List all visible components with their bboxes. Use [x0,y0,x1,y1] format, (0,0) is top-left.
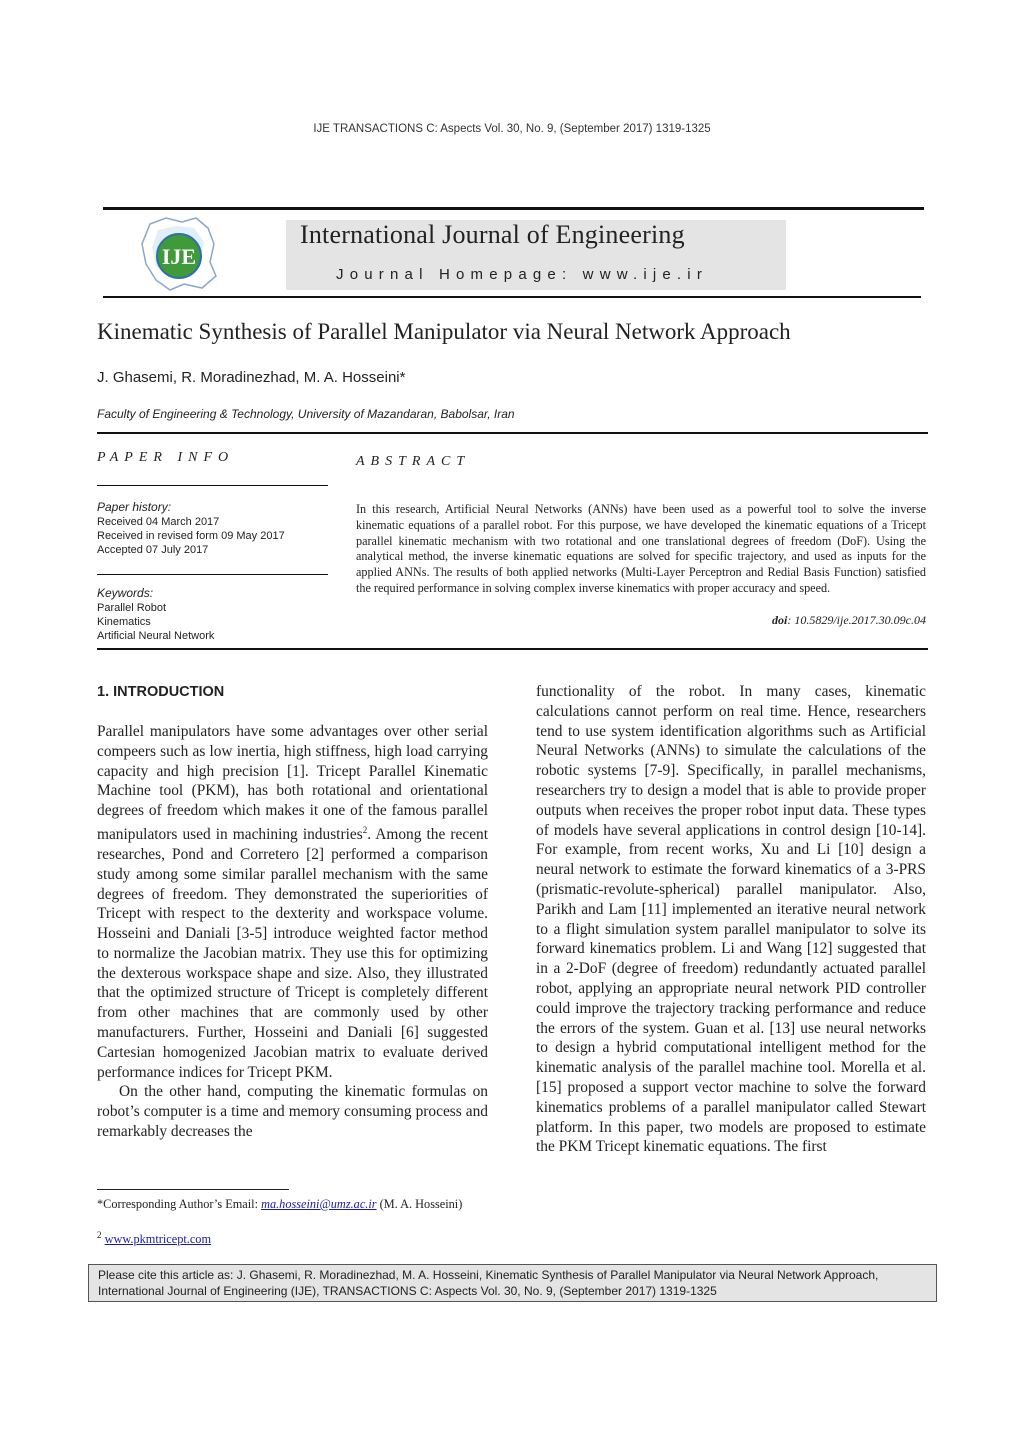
citation-text: Please cite this article as: J. Ghasemi, R. Moradinezhad, M. A. Hosseini, Kinematic Synthesis of Parallel Manipulator via Neural Network Approach, International Journal of Engineering (IJE), TRANSACTIONS C: Aspects Vol. 30, No. 9, (September 2017) 1319-1325 [98,1268,879,1298]
keyword-item: Artificial Neural Network [97,630,215,642]
abstract-text: In this research, Artificial Neural Networks (ANNs) have been used as a powerful tool to solve the inverse kinematic equations of a parallel robot. For this purpose, we have developed the kinematic equations of a Tricept parallel kinematic mechanism with two rotational and one translational degrees of freedom (DoF). Using the analytical method, the inverse kinematic equations are solved for specific trajectory, and used as inputs for the applied ANNs. The results of both applied networks (Multi-Layer Perceptron and Redial Basis Function) satisfied the required performance in solving complex inverse kinematics with proper accuracy and speed. [356,502,926,595]
header-top-rule [103,207,924,210]
doi-label: doi [772,613,788,627]
intro-paragraph-3: functionality of the robot. In many cases, kinematic calculations cannot perform on real time. Hence, researchers tend to use system identification algorithms such as Artificial Neural Networks (ANNs) to simulate the calculations of the robotic systems [7-9]. Specifically, in parallel mechanisms, researchers try to design a model that is able to provide proper outputs when receives the proper robot input data. These types of models have several applications in control design [10-14]. For example, from recent works, Xu and Li [10] design a neural network to estimate the forward kinematics of a 3-PRS (prismatic-revolute-spherical) parallel manipulator. Also, Parikh and Lam [11] implemented an iterative neural network to a flight simulation system parallel manipulator to solve its forward kinematics problem. Li and Wang [12] suggested that in a 2-DoF (degree of freedom) redundantly actuated parallel robot, applying an appropriate neural network PID controller could improve the trajectory tracking performance and reduce the errors of the system. Guan et al. [13] use neural networks to design a hybrid computational intelligent method for the kinematic analysis of the parallel machine tool. Morella et al. [15] proposed a support vector machine to solve the forward kinematics problems of a parallel manipulator called Stewart platform. In this paper, two models are proposed to estimate the PKM Tricept kinematic equations. The first [536,683,926,1156]
intro-p1-part-a: Parallel manipulators have some advantages over other serial compeers such as low inertia, high stiffness, high load carrying capacity and high precision [1]. Tricept Parallel Kinematic Machine tool (PKM), has both rotational and orientational degrees of freedom which makes it one of the famous parallel manipulators used in machining industries [97,723,488,844]
footnote-2-marker: 2 [97,1230,102,1240]
info-top-rule [97,432,928,434]
abstract-bottom-rule [97,648,928,650]
running-head: IJE TRANSACTIONS C: Aspects Vol. 30, No. 9, (September 2017) 1319-1325 [313,123,711,135]
revised-date: Received in revised form 09 May 2017 [97,530,285,542]
keywords-rule [97,574,328,575]
journal-homepage: Journal Homepage: www.ije.ir [336,266,709,283]
footnote-corresponding [97,1197,488,1212]
doi [772,613,926,628]
paper-affiliation: Faculty of Engineering & Technology, University of Mazandaran, Babolsar, Iran [97,407,515,421]
accepted-date: Accepted 07 July 2017 [97,544,209,556]
paper-info-rule [97,485,328,486]
footnote-2 [97,1228,488,1247]
doi-value: : 10.5829/ije.2017.30.09c.04 [787,613,926,627]
left-column [97,722,488,1142]
paper-history-label: Paper history: [97,500,172,514]
paper-authors: J. Ghasemi, R. Moradinezhad, M. A. Hosseini* [97,369,406,386]
paper-info-heading: PAPER INFO [97,450,235,465]
keyword-item: Parallel Robot [97,602,167,614]
footnote-corresponding-suffix: (M. A. Hosseini) [376,1197,463,1211]
section-heading-introduction: 1. INTRODUCTION [97,684,225,700]
intro-p1-part-b: . Among the recent researches, Pond and Corretero [2] performed a comparison study among some similar parallel mechanism with the same degrees of freedom. They demonstrated the superiorities of Tricept with respect to the dexterity and workspace volume. Hosseini and Daniali [3-5] introduce weighted factor method to normalize the Jacobian matrix. They use this for optimizing the dexterous workspace shape and size. Also, they illustrated that the optimized structure of Tricept is completely different from other machines that are commonly used by other manufacturers. Further, Hosseini and Daniali [6] suggested Cartesian homogenized Jacobian matrix to evaluate derived performance indices for Tricept PKM. [97,826,488,1081]
logo-text: IJE [161,244,197,269]
intro-paragraph-1 [97,722,488,1082]
journal-logo [136,214,222,294]
paper-title: Kinematic Synthesis of Parallel Manipulator via Neural Network Approach [97,319,791,344]
received-date: Received 04 March 2017 [97,516,220,528]
pkmtricept-link[interactable]: www.pkmtricept.com [104,1232,212,1247]
keyword-item: Kinematics [97,616,151,628]
intro-paragraph-2: On the other hand, computing the kinematic formulas on robot’s computer is a time and memory consuming process and remarkably decreases the [97,1083,488,1141]
footnote-ref-2[interactable]: 2 [362,824,368,835]
journal-title: International Journal of Engineering [300,220,685,249]
keywords-label: Keywords: [97,586,154,600]
footnote-corresponding-prefix: *Corresponding Author’s Email: [97,1197,262,1211]
header-bottom-rule [103,296,921,298]
corresponding-email-link[interactable]: ma.hosseini@umz.ac.ir [261,1197,377,1211]
footnote-rule [97,1189,289,1190]
right-column [536,682,926,1157]
abstract-heading: ABSTRACT [356,454,471,469]
